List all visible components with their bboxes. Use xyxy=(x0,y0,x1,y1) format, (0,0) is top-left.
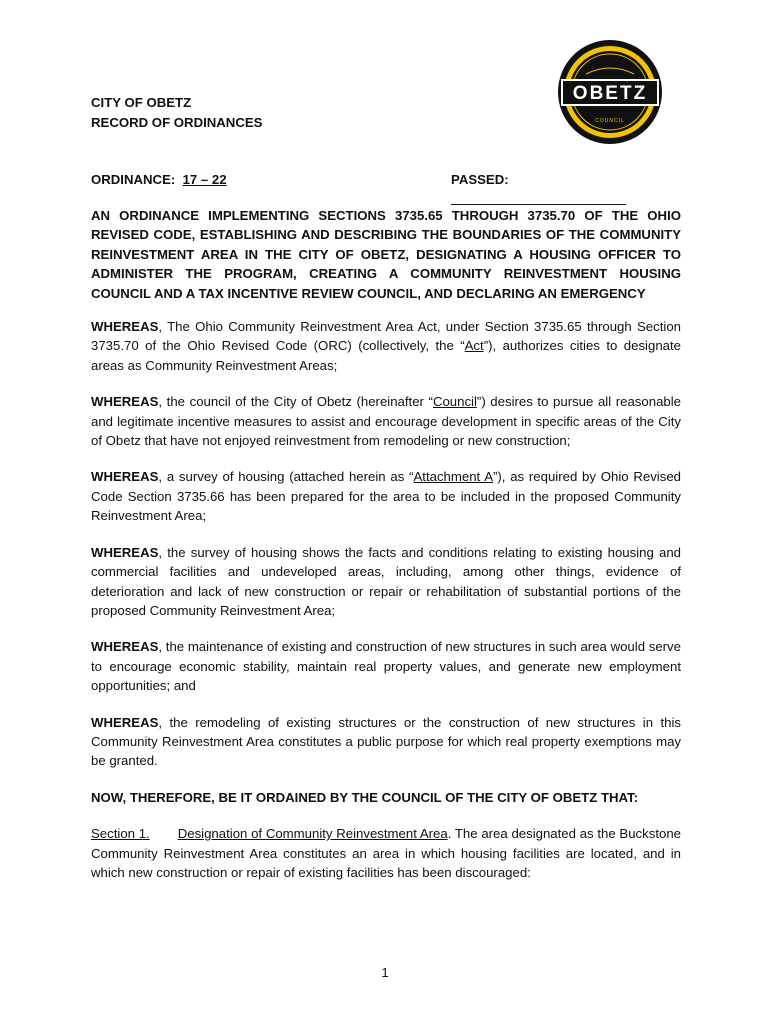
whereas-lead: WHEREAS xyxy=(91,544,159,560)
obetz-logo xyxy=(556,38,664,146)
ordained-clause: NOW, THEREFORE, BE IT ORDAINED BY THE COUNCIL OF THE CITY OF OBETZ THAT: xyxy=(91,789,639,805)
whereas-text: , the remodeling of existing structures or the construction of new structures in this Community Reinvestment Area constitutes a public purpose for which real property exemptions may be granted. xyxy=(91,714,681,769)
svg-text:OBETZ: OBETZ xyxy=(572,83,648,104)
whereas-text-end: ”) desires to pursue all reasonable and legitimate incentive measures to assist and encourage development in specific areas of the City of Obetz that have not enjoyed reinvestment from remodeling or new construction; xyxy=(91,394,681,449)
passed-blank-line xyxy=(451,190,626,205)
document-header xyxy=(91,93,262,133)
record-title: RECORD OF ORDINANCES xyxy=(91,115,263,130)
ordinance-label: ORDINANCE: xyxy=(91,172,176,187)
city-name: CITY OF OBETZ xyxy=(91,95,192,110)
section-1-heading: Designation of Community Reinvestment Area xyxy=(177,826,448,842)
defined-term: Council xyxy=(432,394,477,410)
defined-term: Act xyxy=(464,338,484,354)
section-1-label: Section 1. xyxy=(91,826,150,842)
ordinance-number: 17 – 22 xyxy=(182,172,227,187)
whereas-lead: WHEREAS xyxy=(91,394,159,410)
whereas-paragraph xyxy=(91,317,681,375)
obetz-seal-icon xyxy=(556,38,664,146)
svg-text:COUNCIL: COUNCIL xyxy=(595,118,625,124)
whereas-text: , the council of the City of Obetz (hereinafter “ xyxy=(158,394,433,410)
defined-term: Attachment A xyxy=(413,469,494,485)
whereas-text: , The Ohio Community Reinvestment Area Act, under Section 3735.65 through Section 3735.70 of the Ohio Revised Code (ORC) (collectively, the “ xyxy=(91,319,681,354)
whereas-lead: WHEREAS xyxy=(91,319,159,335)
whereas-text: , a survey of housing (attached herein as “ xyxy=(158,469,414,485)
whereas-paragraph xyxy=(91,467,681,525)
whereas-paragraph xyxy=(91,543,681,621)
section-1-text: . The area designated as the Buckstone Community Reinvestment Area constitutes an area in which housing facilities are located, and in which new construction or repair of existing facilities has been discouraged: xyxy=(91,826,681,880)
whereas-paragraph xyxy=(91,713,681,771)
passed-field xyxy=(451,170,681,209)
whereas-paragraph xyxy=(91,637,681,695)
whereas-text-end: ”), as required by Ohio Revised Code Section 3735.66 has been prepared for the area to be included in the proposed Community Reinvestment Area; xyxy=(91,469,681,524)
whereas-lead: WHEREAS xyxy=(91,469,159,485)
whereas-text-end: ”), authorizes cities to designate areas as Community Reinvestment Areas; xyxy=(91,338,681,373)
whereas-text: , the maintenance of existing and construction of new structures in such area would serve to encourage economic stability, maintain real property values, and generate new employment opportunities; and xyxy=(91,639,681,694)
page-number: 1 xyxy=(381,965,389,980)
ordinance-field xyxy=(91,170,303,189)
document-body xyxy=(91,206,681,899)
whereas-paragraph xyxy=(91,392,681,450)
ordinance-title: AN ORDINANCE IMPLEMENTING SECTIONS 3735.65 THROUGH 3735.70 OF THE OHIO REVISED CODE, ESTABLISHING AND DESCRIBING THE BOUNDARIES OF THE COMMUNITY REINVESTMENT AREA IN THE CITY OF OBETZ, DESIGNATING A HOUSING OFFICER TO ADMINISTER THE PROGRAM, CREATING A COMMUNITY REINVESTMENT HOUSING COUNCIL AND A TAX INCENTIVE REVIEW COUNCIL, AND DECLARING AN EMERGENCY xyxy=(91,208,681,301)
whereas-text: , the survey of housing shows the facts and conditions relating to existing housing and commercial facilities and undeveloped areas, including, among other things, evidence of deterioration and lack of new construction or repair or rehabilitation of substantial portions of the proposed Community Reinvestment Area; xyxy=(91,544,681,618)
ordinance-line xyxy=(91,170,681,190)
whereas-lead: WHEREAS xyxy=(91,639,159,655)
whereas-lead: WHEREAS xyxy=(91,714,159,730)
section-1-paragraph xyxy=(91,824,681,882)
passed-label: PASSED: xyxy=(451,172,509,187)
